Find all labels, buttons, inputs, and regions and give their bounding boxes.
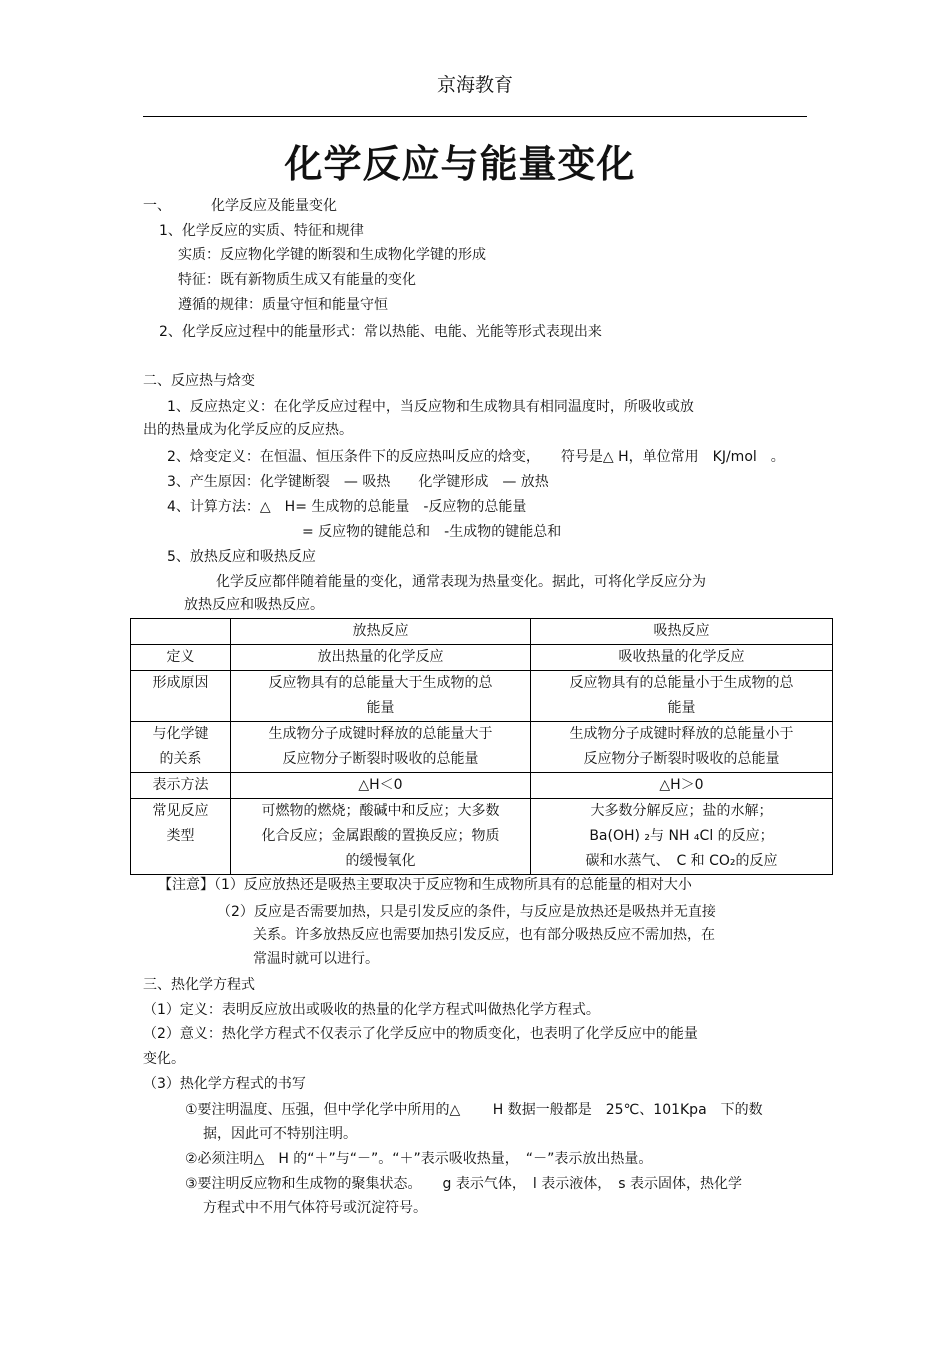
table-cell-line: 的缓慢氧化: [345, 853, 416, 869]
sec2-p5: 5、放热反应和吸热反应: [167, 549, 316, 565]
sec3-d2b: 变化。: [143, 1051, 185, 1067]
table-cell-label: [131, 799, 231, 875]
table-cell-line: 与化学键: [152, 726, 209, 742]
table-header-blank: [131, 619, 231, 645]
sec3-d2a: （2）意义：热化学方程式不仅表示了化学反应中的物质变化，也表明了化学反应中的能量: [143, 1026, 698, 1042]
sec2-p1b: 出的热量成为化学反应的反应热。: [143, 422, 353, 438]
note-1: 【注意】（1）反应放热还是吸热主要取决于反应物和生成物所具有的总能量的相对大小: [158, 877, 692, 893]
comparison-table: [130, 618, 833, 875]
table-cell-line: 能量: [667, 700, 696, 716]
table-cell-label: [131, 722, 231, 773]
sec2-p4b: = 反应物的键能总和 -生成物的键能总和: [302, 524, 562, 540]
table-cell: △H＜0: [231, 773, 531, 799]
table-cell: [231, 722, 531, 773]
sec1-heading-num: 一、: [143, 198, 171, 214]
table-cell-line: 的关系: [159, 751, 202, 767]
sec2-p5a: 化学反应都伴随着能量的变化，通常表现为热量变化。据此，可将化学反应分为: [216, 574, 706, 590]
header-rule: [143, 116, 807, 117]
table-cell-line: 反应物分子断裂时吸收的总能量: [583, 751, 780, 767]
table-cell-label: 定义: [131, 645, 231, 671]
table-cell: [531, 722, 833, 773]
table-cell-line: 常见反应: [152, 803, 209, 819]
table-cell-label: 表示方法: [131, 773, 231, 799]
table-row-types: [131, 799, 833, 875]
table-cell-line: 生成物分子成键时释放的总能量小于: [569, 726, 794, 742]
sec3-d1: （1）定义：表明反应放出或吸收的热量的化学方程式叫做热化学方程式。: [143, 1002, 600, 1018]
sec1-item2: 2、化学反应过程中的能量形式：常以热能、电能、光能等形式表现出来: [159, 324, 602, 340]
table-cell-line: 能量: [366, 700, 395, 716]
sec3-r3b: 方程式中不用气体符号或沉淀符号。: [203, 1200, 427, 1216]
sec2-p4a: 4、计算方法：△ H= 生成物的总能量 -反应物的总能量: [167, 499, 527, 515]
table-cell-label: 形成原因: [131, 671, 231, 722]
table-cell: 吸收热量的化学反应: [531, 645, 833, 671]
document-title: 化学反应与能量变化: [284, 142, 636, 186]
table-header-exo: 放热反应: [231, 619, 531, 645]
table-cell: [531, 799, 833, 875]
sec2-p2: 2、焓变定义：在恒温、恒压条件下的反应热叫反应的焓变， 符号是△ H，单位常用 KJ/mol 。: [167, 449, 785, 465]
table-cell-line: 碳和水蒸气、 C 和 CO₂的反应: [585, 853, 778, 869]
table-row-representation: [131, 773, 833, 799]
table-cell: [231, 671, 531, 722]
sec3-heading: 三、热化学方程式: [143, 977, 255, 993]
sec2-heading: 二、反应热与焓变: [143, 373, 255, 389]
page-header: 京海教育: [436, 74, 513, 96]
table-cell-line: 反应物具有的总能量小于生成物的总: [569, 675, 794, 691]
sec2-p1a: 1、反应热定义：在化学反应过程中，当反应物和生成物具有相同温度时，所吸收或放: [167, 399, 694, 415]
note-2a: （2）反应是否需要加热，只是引发反应的条件，与反应是放热还是吸热并无直接: [217, 904, 716, 920]
table-cell-line: 类型: [166, 828, 195, 844]
table-cell: 放出热量的化学反应: [231, 645, 531, 671]
sec3-r1a: ①要注明温度、压强，但中学化学中所用的△ H 数据一般都是 25℃、101Kpa 下的数: [185, 1102, 763, 1118]
table-cell: [231, 799, 531, 875]
table-cell-line: 大多数分解反应；盐的水解；: [590, 803, 773, 819]
table-cell-line: 生成物分子成键时释放的总能量大于: [268, 726, 493, 742]
table-cell-line: 化合反应；金属跟酸的置换反应；物质: [261, 828, 500, 844]
table-cell-line: Ba(OH) ₂与 NH ₄Cl 的反应；: [589, 828, 774, 844]
table-row-bond: [131, 722, 833, 773]
sec2-p5b: 放热反应和吸热反应。: [184, 597, 324, 613]
sec3-d3: （3）热化学方程式的书写: [143, 1076, 306, 1092]
table-row-definition: [131, 645, 833, 671]
table-cell-line: 可燃物的燃烧；酸碱中和反应；大多数: [261, 803, 500, 819]
sec2-p3: 3、产生原因：化学键断裂 — 吸热 化学键形成 — 放热: [167, 474, 549, 490]
sec1-essence: 实质：反应物化学键的断裂和生成物化学键的形成: [178, 247, 486, 263]
sec1-law: 遵循的规律：质量守恒和能量守恒: [178, 297, 388, 313]
note-2c: 常温时就可以进行。: [253, 951, 379, 967]
table-cell: [531, 671, 833, 722]
sec1-item1: 1、化学反应的实质、特征和规律: [159, 223, 364, 239]
table-header-row: [131, 619, 833, 645]
sec3-r3a: ③要注明反应物和生成物的聚集状态。 g 表示气体， l 表示液体， s 表示固体，热化学: [185, 1176, 742, 1192]
sec1-heading: 化学反应及能量变化: [211, 198, 337, 214]
table-cell-line: 反应物分子断裂时吸收的总能量: [282, 751, 479, 767]
sec3-r2: ②必须注明△ H 的“＋”与“－”。“＋”表示吸收热量， “－”表示放出热量。: [185, 1151, 653, 1167]
note-2b: 关系。许多放热反应也需要加热引发反应，也有部分吸热反应不需加热，在: [253, 927, 715, 943]
table-header-endo: 吸热反应: [531, 619, 833, 645]
sec1-feature: 特征：既有新物质生成又有能量的变化: [178, 272, 416, 288]
table-cell: △H＞0: [531, 773, 833, 799]
table-cell-line: 反应物具有的总能量大于生成物的总: [268, 675, 493, 691]
sec3-r1b: 据，因此可不特别注明。: [203, 1126, 357, 1142]
table-row-cause: [131, 671, 833, 722]
